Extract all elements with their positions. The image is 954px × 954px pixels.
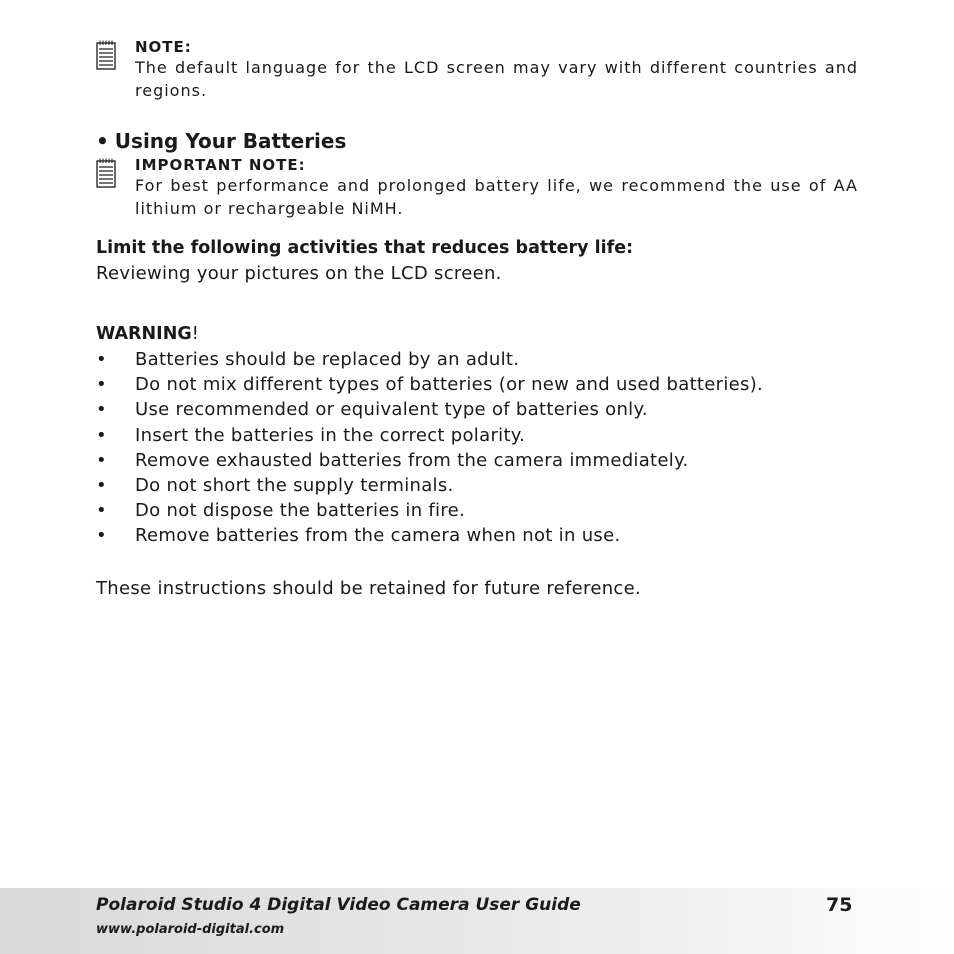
list-item xyxy=(96,448,876,473)
note-body xyxy=(135,38,858,102)
list-item-text: Do not short the supply terminals. xyxy=(135,475,454,497)
bullet: • xyxy=(96,424,107,446)
list-item-text: Do not dispose the batteries in fire. xyxy=(135,500,466,522)
list-item xyxy=(96,423,876,448)
list-item xyxy=(96,498,876,523)
limit-text: Reviewing your pictures on the LCD screen. xyxy=(96,263,502,284)
warning-block xyxy=(96,322,876,549)
warning-label: WARNING xyxy=(96,324,192,344)
bullet: • xyxy=(96,475,107,497)
list-item-text: Remove exhausted batteries from the camera immediately. xyxy=(135,449,689,471)
warning-list xyxy=(96,347,876,549)
list-item xyxy=(96,347,876,372)
list-item-text: Insert the batteries in the correct polarity. xyxy=(135,424,526,446)
list-item-text: Use recommended or equivalent type of batteries only. xyxy=(135,399,648,421)
notepad-icon xyxy=(96,158,116,188)
note-text: For best performance and prolonged battery life, we recommend the use of AA lithium or rechargeable NiMH. xyxy=(135,176,858,218)
bullet: • xyxy=(96,399,107,421)
limit-title: Limit the following activities that reduces battery life: xyxy=(96,238,634,258)
note-text: The default language for the LCD screen may vary with different countries and regions. xyxy=(135,58,858,100)
bullet: • xyxy=(96,374,107,396)
bullet: • xyxy=(96,500,107,522)
notepad-icon xyxy=(96,40,116,70)
bullet: • xyxy=(96,525,107,547)
important-note-block xyxy=(96,156,858,220)
heading-bullet: • xyxy=(96,129,109,153)
retain-text: These instructions should be retained for future reference. xyxy=(96,578,642,599)
page-number: 75 xyxy=(826,894,853,916)
footer-title: Polaroid Studio 4 Digital Video Camera User Guide xyxy=(96,895,581,915)
list-item-text: Remove batteries from the camera when not in use. xyxy=(135,525,621,547)
warning-title xyxy=(96,322,876,347)
list-item xyxy=(96,523,876,548)
bullet: • xyxy=(96,449,107,471)
limit-block xyxy=(96,236,858,286)
heading-text: Using Your Batteries xyxy=(114,129,347,153)
list-item xyxy=(96,397,876,422)
list-item xyxy=(96,372,876,397)
list-item xyxy=(96,473,876,498)
list-item-text: Do not mix different types of batteries (or new and used batteries). xyxy=(135,374,764,396)
page-footer xyxy=(0,888,954,954)
note-block xyxy=(96,38,858,102)
footer-url: www.polaroid-digital.com xyxy=(96,922,285,937)
list-item-text: Batteries should be replaced by an adult. xyxy=(135,349,520,370)
note-title: IMPORTANT NOTE: xyxy=(135,156,306,174)
bullet: • xyxy=(96,349,107,370)
warning-suffix: ! xyxy=(191,324,199,344)
section-heading xyxy=(96,128,346,154)
note-body xyxy=(135,156,858,220)
note-title: NOTE: xyxy=(135,38,192,56)
